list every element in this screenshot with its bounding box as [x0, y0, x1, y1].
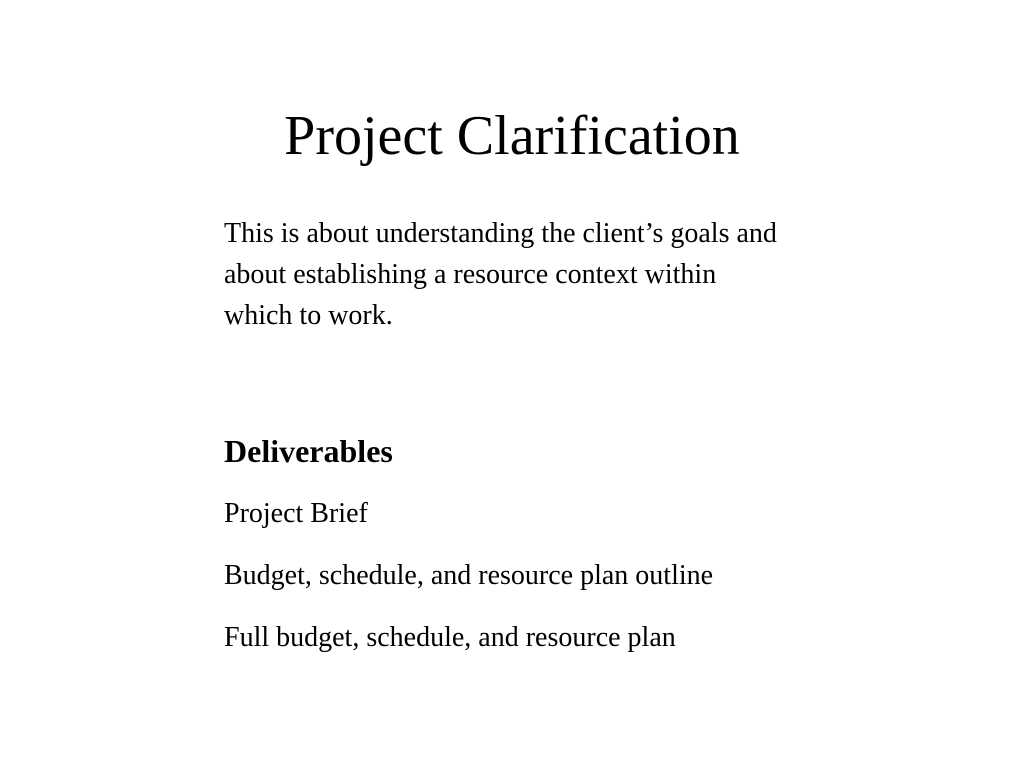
deliverables-list [224, 494, 713, 680]
deliverables-heading: Deliverables [224, 433, 393, 469]
deliverable-item-full-plan: Full budget, schedule, and resource plan [224, 622, 676, 653]
intro-paragraph: This is about understanding the client’s goals and about establishing a resource context within which to work. [224, 218, 777, 331]
deliverable-item-plan-outline: Budget, schedule, and resource plan outline [224, 560, 714, 591]
deliverable-item-project-brief: Project Brief [224, 498, 368, 529]
slide-title: Project Clarification [284, 105, 740, 167]
